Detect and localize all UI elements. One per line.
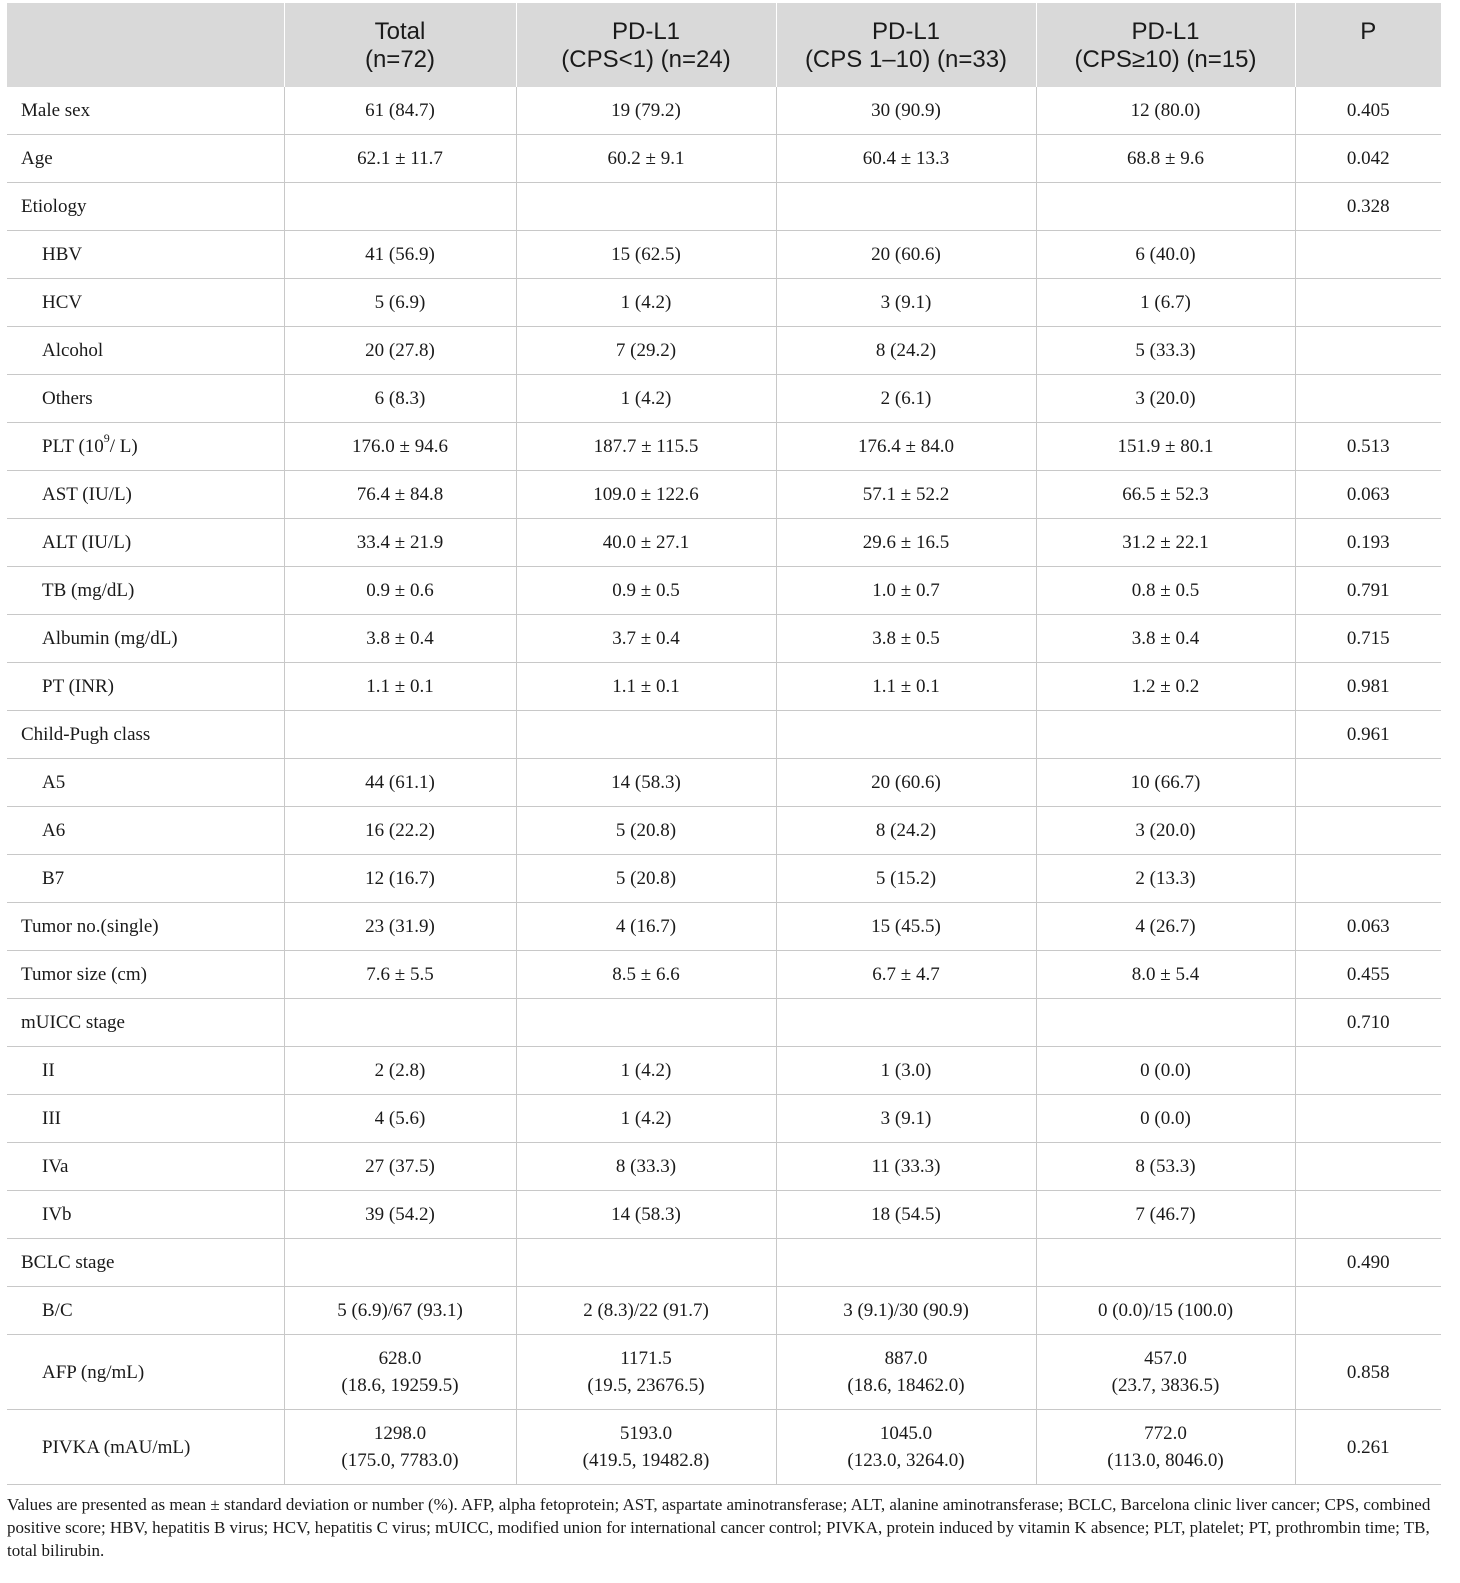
cell-p-value: 0.791 (1295, 567, 1441, 615)
cell-p-value (1295, 855, 1441, 903)
row-label: HCV (7, 279, 284, 327)
table-row (7, 807, 1441, 855)
header-cell-total (284, 3, 516, 87)
header-cell-cps-ge10 (1036, 3, 1295, 87)
cell-median: 1045.0 (879, 1423, 933, 1444)
cell-median: 628.0 (378, 1348, 422, 1369)
row-label: B/C (7, 1287, 284, 1335)
cell-cps-1-10: 3 (9.1)/30 (90.9) (776, 1287, 1036, 1335)
row-label (7, 423, 284, 471)
table-row (7, 1191, 1441, 1239)
table-row (7, 711, 1441, 759)
cell-p-value: 0.063 (1295, 471, 1441, 519)
table-row (7, 567, 1441, 615)
cell-total: 1.1 ± 0.1 (284, 663, 516, 711)
cell-p-value: 0.981 (1295, 663, 1441, 711)
cell-total: 33.4 ± 21.9 (284, 519, 516, 567)
cell-cps-ge10: 5 (33.3) (1036, 327, 1295, 375)
cell-p-value: 0.042 (1295, 135, 1441, 183)
row-label: mUICC stage (7, 999, 284, 1047)
cell-total: 23 (31.9) (284, 903, 516, 951)
cell-cps-1-10: 3.8 ± 0.5 (776, 615, 1036, 663)
table-row (7, 663, 1441, 711)
cell-total: 12 (16.7) (284, 855, 516, 903)
row-label: HBV (7, 231, 284, 279)
table-row (7, 855, 1441, 903)
cell-cps-1-10: 6.7 ± 4.7 (776, 951, 1036, 999)
header-cell-cps-lt1 (516, 3, 776, 87)
cell-cps-1-10 (776, 1410, 1036, 1485)
table-row (7, 999, 1441, 1047)
table-row (7, 615, 1441, 663)
cell-cps-lt1: 1 (4.2) (516, 1047, 776, 1095)
table-row (7, 423, 1441, 471)
cell-cps-ge10: 31.2 ± 22.1 (1036, 519, 1295, 567)
header-total-line2: (n=72) (364, 46, 436, 73)
cell-p-value: 0.193 (1295, 519, 1441, 567)
cell-cps-ge10: 0.8 ± 0.5 (1036, 567, 1295, 615)
table-body (7, 87, 1441, 1485)
cell-p-value: 0.455 (1295, 951, 1441, 999)
cell-cps-ge10: 7 (46.7) (1036, 1191, 1295, 1239)
cell-cps-1-10: 15 (45.5) (776, 903, 1036, 951)
table-row (7, 1287, 1441, 1335)
cell-cps-ge10: 3 (20.0) (1036, 375, 1295, 423)
cell-p-value: 0.961 (1295, 711, 1441, 759)
cell-cps-1-10: 3 (9.1) (776, 279, 1036, 327)
cell-cps-1-10: 8 (24.2) (776, 807, 1036, 855)
cell-cps-1-10: 20 (60.6) (776, 759, 1036, 807)
cell-p-value (1295, 279, 1441, 327)
row-label: Tumor no.(single) (7, 903, 284, 951)
cell-p-value (1295, 1191, 1441, 1239)
cell-iqr: (123.0, 3264.0) (847, 1450, 965, 1471)
row-label: TB (mg/dL) (7, 567, 284, 615)
row-label: BCLC stage (7, 1239, 284, 1287)
header-cell-p (1295, 3, 1441, 87)
header-cell-cps-1-10 (776, 3, 1036, 87)
cell-cps-ge10: 2 (13.3) (1036, 855, 1295, 903)
cell-cps-ge10: 1 (6.7) (1036, 279, 1295, 327)
cell-cps-ge10: 0 (0.0)/15 (100.0) (1036, 1287, 1295, 1335)
header-cps-1-10-line1: PD-L1 (871, 18, 941, 45)
cell-cps-lt1: 7 (29.2) (516, 327, 776, 375)
table-row (7, 87, 1441, 135)
cell-total: 5 (6.9) (284, 279, 516, 327)
cell-cps-1-10: 20 (60.6) (776, 231, 1036, 279)
cell-p-value (1295, 375, 1441, 423)
header-row (7, 3, 1441, 87)
row-label: II (7, 1047, 284, 1095)
row-label: ALT (IU/L) (7, 519, 284, 567)
cell-p-value: 0.405 (1295, 87, 1441, 135)
cell-p-value (1295, 759, 1441, 807)
cell-cps-lt1: 5 (20.8) (516, 855, 776, 903)
cell-cps-ge10 (1036, 183, 1295, 231)
cell-total (284, 999, 516, 1047)
cell-total: 16 (22.2) (284, 807, 516, 855)
table-row (7, 375, 1441, 423)
cell-total: 39 (54.2) (284, 1191, 516, 1239)
cell-p-value (1295, 327, 1441, 375)
header-cps-1-10-line2: (CPS 1–10) (n=33) (804, 46, 1008, 73)
cell-cps-lt1: 8.5 ± 6.6 (516, 951, 776, 999)
cell-cps-ge10: 8.0 ± 5.4 (1036, 951, 1295, 999)
cell-iqr: (18.6, 19259.5) (341, 1375, 459, 1396)
table-row (7, 279, 1441, 327)
cell-cps-ge10: 3.8 ± 0.4 (1036, 615, 1295, 663)
table-row (7, 231, 1441, 279)
header-cell-variable (7, 3, 284, 87)
cell-cps-lt1: 109.0 ± 122.6 (516, 471, 776, 519)
cell-iqr: (175.0, 7783.0) (341, 1450, 459, 1471)
cell-cps-lt1: 60.2 ± 9.1 (516, 135, 776, 183)
cell-p-value: 0.063 (1295, 903, 1441, 951)
row-label: Albumin (mg/dL) (7, 615, 284, 663)
cell-cps-lt1: 4 (16.7) (516, 903, 776, 951)
cell-p-value: 0.710 (1295, 999, 1441, 1047)
cell-cps-lt1: 1 (4.2) (516, 1095, 776, 1143)
cell-cps-lt1: 0.9 ± 0.5 (516, 567, 776, 615)
cell-p-value: 0.513 (1295, 423, 1441, 471)
cell-cps-ge10 (1036, 1239, 1295, 1287)
header-total-line1: Total (374, 18, 426, 45)
row-label: A6 (7, 807, 284, 855)
cell-iqr: (23.7, 3836.5) (1111, 1375, 1220, 1396)
cell-iqr: (419.5, 19482.8) (582, 1450, 710, 1471)
cell-cps-ge10: 3 (20.0) (1036, 807, 1295, 855)
cell-p-value: 0.261 (1295, 1410, 1441, 1485)
row-label: A5 (7, 759, 284, 807)
cell-cps-1-10: 11 (33.3) (776, 1143, 1036, 1191)
row-label: III (7, 1095, 284, 1143)
cell-cps-lt1 (516, 711, 776, 759)
cell-p-value: 0.858 (1295, 1335, 1441, 1410)
cell-cps-lt1 (516, 999, 776, 1047)
cell-cps-ge10: 1.2 ± 0.2 (1036, 663, 1295, 711)
cell-p-value (1295, 807, 1441, 855)
cell-median: 887.0 (884, 1348, 928, 1369)
row-label: PIVKA (mAU/mL) (7, 1410, 284, 1485)
header-cps-lt1-line2: (CPS<1) (n=24) (561, 46, 731, 73)
cell-cps-1-10: 1.0 ± 0.7 (776, 567, 1036, 615)
cell-cps-1-10: 8 (24.2) (776, 327, 1036, 375)
row-label: Male sex (7, 87, 284, 135)
cell-cps-1-10: 2 (6.1) (776, 375, 1036, 423)
cell-cps-lt1: 1 (4.2) (516, 375, 776, 423)
cell-cps-1-10 (776, 1335, 1036, 1410)
table-row (7, 951, 1441, 999)
cell-total: 20 (27.8) (284, 327, 516, 375)
table-row (7, 183, 1441, 231)
cell-cps-lt1 (516, 1239, 776, 1287)
cell-total: 4 (5.6) (284, 1095, 516, 1143)
cell-cps-1-10: 18 (54.5) (776, 1191, 1036, 1239)
table-footnote: Values are presented as mean ± standard deviation or number (%). AFP, alpha fetoprotein; AST, aspartate aminotransferase; ALT, alanine aminotransferase; BCLC, Barcelona clinic liver cancer; CPS, combined positive score; HBV, hepatitis B virus; HCV, hepatitis C virus; mUICC, modified union for international cancer control; PIVKA, protein induced by vitamin K absence; PLT, platelet; PT, prothrombin time; TB, total bilirubin. (7, 1495, 1431, 1560)
cell-cps-1-10: 30 (90.9) (776, 87, 1036, 135)
table-container (7, 3, 1441, 1562)
cell-cps-lt1: 187.7 ± 115.5 (516, 423, 776, 471)
cell-total (284, 1410, 516, 1485)
cell-cps-ge10 (1036, 711, 1295, 759)
cell-total: 6 (8.3) (284, 375, 516, 423)
cell-total (284, 1239, 516, 1287)
header-cps-lt1-line1: PD-L1 (611, 18, 681, 45)
row-label: PT (INR) (7, 663, 284, 711)
cell-cps-ge10: 0 (0.0) (1036, 1095, 1295, 1143)
cell-median: 457.0 (1144, 1348, 1187, 1369)
table-row (7, 327, 1441, 375)
cell-cps-ge10: 12 (80.0) (1036, 87, 1295, 135)
cell-total: 76.4 ± 84.8 (284, 471, 516, 519)
cell-cps-1-10 (776, 183, 1036, 231)
cell-cps-ge10 (1036, 999, 1295, 1047)
cell-total: 2 (2.8) (284, 1047, 516, 1095)
cell-median: 5193.0 (619, 1423, 673, 1444)
cell-cps-lt1: 3.7 ± 0.4 (516, 615, 776, 663)
cell-cps-1-10: 1.1 ± 0.1 (776, 663, 1036, 711)
cell-total (284, 183, 516, 231)
cell-median: 1298.0 (373, 1423, 427, 1444)
cell-total: 7.6 ± 5.5 (284, 951, 516, 999)
cell-median: 772.0 (1144, 1423, 1187, 1444)
header-cps-ge10-line2: (CPS≥10) (n=15) (1074, 46, 1257, 73)
row-label: AFP (ng/mL) (7, 1335, 284, 1410)
cell-cps-1-10: 176.4 ± 84.0 (776, 423, 1036, 471)
table-row (7, 135, 1441, 183)
cell-cps-ge10: 151.9 ± 80.1 (1036, 423, 1295, 471)
cell-total: 0.9 ± 0.6 (284, 567, 516, 615)
cell-cps-ge10: 0 (0.0) (1036, 1047, 1295, 1095)
row-label: Alcohol (7, 327, 284, 375)
cell-cps-lt1: 14 (58.3) (516, 759, 776, 807)
cell-cps-1-10: 60.4 ± 13.3 (776, 135, 1036, 183)
table-row (7, 1239, 1441, 1287)
label-superscript: 9 (103, 431, 110, 446)
cell-p-value (1295, 1143, 1441, 1191)
cell-total (284, 711, 516, 759)
cell-cps-lt1: 2 (8.3)/22 (91.7) (516, 1287, 776, 1335)
row-label: AST (IU/L) (7, 471, 284, 519)
cell-cps-1-10: 1 (3.0) (776, 1047, 1036, 1095)
cell-total: 61 (84.7) (284, 87, 516, 135)
cell-p-value (1295, 1287, 1441, 1335)
cell-cps-lt1: 8 (33.3) (516, 1143, 776, 1191)
cell-cps-1-10 (776, 1239, 1036, 1287)
cell-cps-lt1: 1 (4.2) (516, 279, 776, 327)
table-row (7, 471, 1441, 519)
cell-total: 41 (56.9) (284, 231, 516, 279)
cell-cps-lt1: 14 (58.3) (516, 1191, 776, 1239)
cell-cps-lt1: 40.0 ± 27.1 (516, 519, 776, 567)
row-label: Age (7, 135, 284, 183)
row-label: Tumor size (cm) (7, 951, 284, 999)
cell-p-value: 0.715 (1295, 615, 1441, 663)
header-cps-ge10-line1: PD-L1 (1131, 18, 1200, 45)
table-row (7, 903, 1441, 951)
cell-cps-lt1 (516, 1410, 776, 1485)
cell-iqr: (19.5, 23676.5) (587, 1375, 705, 1396)
cell-total: 5 (6.9)/67 (93.1) (284, 1287, 516, 1335)
row-label: Child-Pugh class (7, 711, 284, 759)
table-row (7, 1143, 1441, 1191)
cell-cps-1-10 (776, 999, 1036, 1047)
cell-iqr: (18.6, 18462.0) (847, 1375, 965, 1396)
cell-iqr: (113.0, 8046.0) (1107, 1450, 1224, 1471)
cell-cps-ge10: 6 (40.0) (1036, 231, 1295, 279)
cell-cps-ge10: 68.8 ± 9.6 (1036, 135, 1295, 183)
cell-cps-lt1: 1.1 ± 0.1 (516, 663, 776, 711)
cell-cps-ge10: 10 (66.7) (1036, 759, 1295, 807)
cell-cps-lt1: 19 (79.2) (516, 87, 776, 135)
cell-cps-ge10: 4 (26.7) (1036, 903, 1295, 951)
table-header (7, 3, 1441, 87)
table-row (7, 1335, 1441, 1410)
cell-p-value: 0.490 (1295, 1239, 1441, 1287)
characteristics-table (7, 3, 1441, 1485)
cell-cps-1-10 (776, 711, 1036, 759)
cell-cps-1-10: 3 (9.1) (776, 1095, 1036, 1143)
header-p-line1: P (1360, 18, 1377, 45)
table-row (7, 519, 1441, 567)
cell-cps-ge10: 66.5 ± 52.3 (1036, 471, 1295, 519)
cell-cps-lt1: 5 (20.8) (516, 807, 776, 855)
cell-cps-1-10: 57.1 ± 52.2 (776, 471, 1036, 519)
cell-total: 44 (61.1) (284, 759, 516, 807)
row-label: Etiology (7, 183, 284, 231)
table-row (7, 1410, 1441, 1485)
cell-total: 27 (37.5) (284, 1143, 516, 1191)
row-label: IVb (7, 1191, 284, 1239)
cell-total: 3.8 ± 0.4 (284, 615, 516, 663)
cell-cps-ge10 (1036, 1410, 1295, 1485)
cell-total: 62.1 ± 11.7 (284, 135, 516, 183)
cell-p-value (1295, 1095, 1441, 1143)
table-row (7, 759, 1441, 807)
cell-total (284, 1335, 516, 1410)
row-label: Others (7, 375, 284, 423)
cell-cps-1-10: 5 (15.2) (776, 855, 1036, 903)
cell-p-value: 0.328 (1295, 183, 1441, 231)
cell-cps-1-10: 29.6 ± 16.5 (776, 519, 1036, 567)
cell-total: 176.0 ± 94.6 (284, 423, 516, 471)
row-label: IVa (7, 1143, 284, 1191)
cell-cps-lt1 (516, 1335, 776, 1410)
row-label: B7 (7, 855, 284, 903)
table-row (7, 1047, 1441, 1095)
cell-p-value (1295, 1047, 1441, 1095)
cell-cps-lt1 (516, 183, 776, 231)
table-row (7, 1095, 1441, 1143)
cell-median: 1171.5 (620, 1348, 672, 1369)
label-pre: PLT (10 (42, 435, 104, 457)
label-post: / L) (109, 435, 138, 457)
cell-p-value (1295, 231, 1441, 279)
cell-cps-lt1: 15 (62.5) (516, 231, 776, 279)
cell-cps-ge10 (1036, 1335, 1295, 1410)
cell-cps-ge10: 8 (53.3) (1036, 1143, 1295, 1191)
